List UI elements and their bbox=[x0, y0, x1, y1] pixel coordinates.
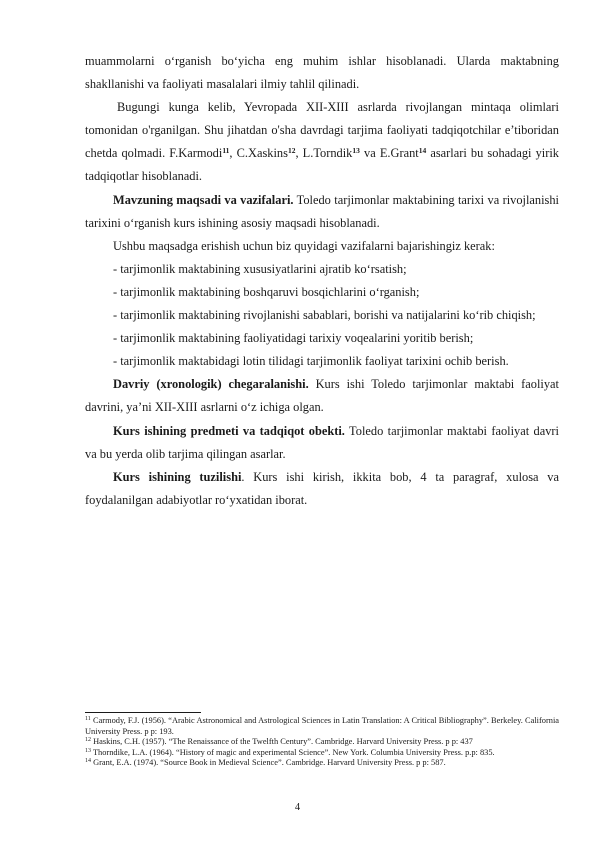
paragraph-subject bbox=[85, 420, 559, 466]
paragraph-chronology bbox=[85, 373, 559, 419]
section-heading-goals: Mavzuning maqsadi va vazifalari. bbox=[113, 192, 294, 207]
task-item: - tarjimonlik maktabining boshqaruvi bosqichlarini o‘rganish; bbox=[113, 284, 420, 299]
text-fragment: , C.Xaskins bbox=[229, 146, 288, 161]
footnote-text: Thorndike, L.A. (1964). “History of magic and experimental Science”. New York. Columbia University Press. p.p: 835. bbox=[91, 747, 495, 757]
paragraph-continuation: muammolarni o‘rganish bo‘yicha eng muhim ishlar hisoblanadi. Ularda maktabning shakllanishi va faoliyati masalalari ilmiy tahlil qilinadi. bbox=[85, 54, 559, 92]
paragraph-tasks-intro: Ushbu maqsadga erishish uchun biz quyidagi vazifalarni bajarishingiz kerak: bbox=[113, 238, 495, 253]
footnote-item bbox=[85, 737, 559, 748]
footnote-ref-13[interactable]: 13 bbox=[352, 146, 360, 156]
text-fragment: Toledo tarjimonlar maktabining tarixi va rivojlanishi tarixini o‘rganish kurs ishining asosiy maqsadi hisoblanadi. bbox=[85, 192, 560, 230]
footnote-number: 13 bbox=[85, 747, 91, 754]
body-text bbox=[85, 50, 559, 512]
footnote-number: 14 bbox=[85, 758, 91, 765]
text-fragment: Bugungi kunga kelib, Yevropada XII-XIII asrlarda rivojlangan mintaqa olimlari tomonidan o'rganilgan. Shu jihatdan o'sha davrdagi tarjima faoliyati tadqiqotchilar e’tiboridan chetda qolmadi. F.Karmodi bbox=[85, 100, 559, 161]
footnote-item bbox=[85, 748, 559, 759]
footnote-ref-12[interactable]: 12 bbox=[287, 146, 296, 156]
footnote-text: Haskins, C.H. (1957). “The Renaissance of the Twelfth Century”. Cambridge. Harvard University Press. p p: 437 bbox=[91, 737, 473, 747]
footnote-ref-14[interactable]: 14 bbox=[418, 146, 427, 156]
footnote-item bbox=[85, 758, 559, 769]
footnote-text: Grant, E.A. (1974). “Source Book in Medieval Science”. Cambridge. Harvard University Press. p p: 587. bbox=[91, 758, 446, 768]
section-heading-subject: Kurs ishining predmeti va tadqiqot obekti. bbox=[113, 423, 345, 438]
paragraph-goals bbox=[85, 189, 559, 235]
task-item: - tarjimonlik maktabining faoliyatidagi tarixiy voqealarini yoritib berish; bbox=[113, 331, 474, 346]
text-fragment: , L.Torndik bbox=[295, 146, 353, 161]
task-item: - tarjimonlik maktabidagi lotin tilidagi tarjimonlik faoliyat tarixini ochib berish. bbox=[113, 354, 509, 369]
footnote-number: 12 bbox=[85, 737, 91, 744]
text-fragment: asarlari bu sohadagi yirik tadqiqotlar hisoblanadi. bbox=[85, 146, 560, 184]
footnote-item bbox=[85, 716, 559, 737]
paragraph-structure bbox=[85, 466, 559, 512]
task-item: - tarjimonlik maktabining xususiyatlarini ajratib ko‘rsatish; bbox=[113, 261, 407, 276]
text-fragment: Toledo tarjimonlar maktabi faoliyat davri va bu yerda olib tarjima qilingan asarlar. bbox=[85, 423, 559, 461]
text-fragment: va E.Grant bbox=[359, 146, 419, 161]
footnote-divider bbox=[85, 712, 201, 713]
paragraph-literature-review bbox=[85, 96, 559, 188]
section-heading-structure: Kurs ishining tuzilishi bbox=[113, 469, 242, 484]
section-heading-chronology: Davriy (xronologik) chegaralanishi. bbox=[113, 377, 309, 392]
footnote-text: Carmody, F.J. (1956). “Arabic Astronomical and Astrological Sciences in Latin Translation: A Critical Bibliography”. Berkeley. California University Press. p p: 193. bbox=[85, 716, 559, 736]
text-fragment: . Kurs ishi kirish, ikkita bob, 4 ta paragraf, xulosa va foydalanilgan adabiyotlar ro‘yxatidan iborat. bbox=[85, 469, 559, 507]
footnote-number: 11 bbox=[85, 716, 91, 722]
task-item: - tarjimonlik maktabining rivojlanishi sabablari, borishi va natijalarini ko‘rib chiqish; bbox=[113, 308, 536, 323]
footnote-ref-11[interactable]: 11 bbox=[222, 146, 230, 156]
footnotes bbox=[85, 716, 559, 769]
text-fragment: Kurs ishi Toledo tarjimonlar maktabi faoliyat davrini, ya’ni XII-XIII asrlarni o‘z ichiga olgan. bbox=[85, 377, 559, 415]
page-number: 4 bbox=[294, 802, 301, 813]
